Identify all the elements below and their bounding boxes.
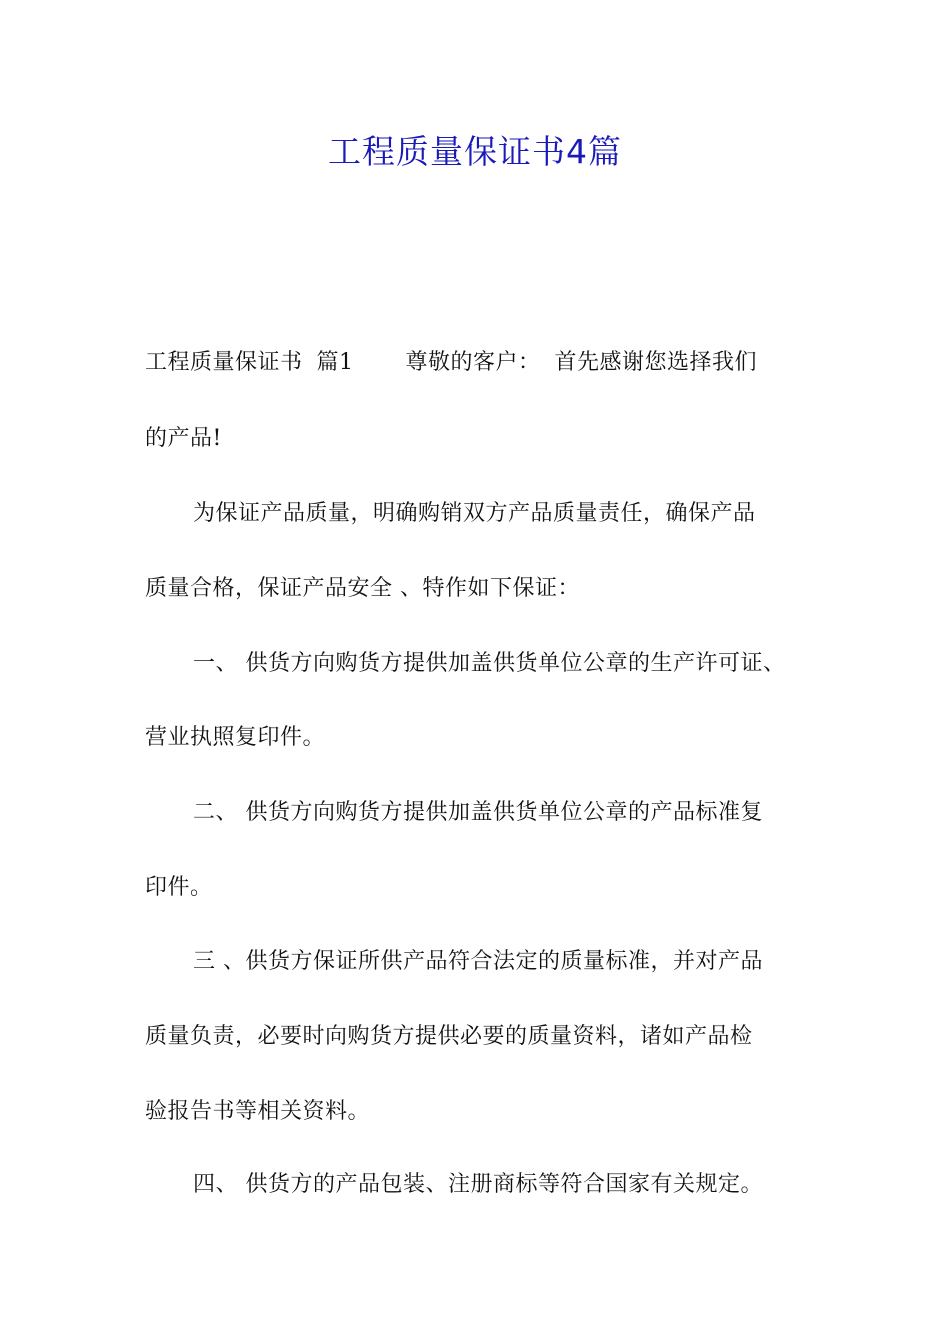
body-line-1 bbox=[145, 345, 757, 376]
opening-sentence: 首先感谢您选择我们 bbox=[554, 350, 758, 375]
body-line-5: 一、 供货方向购货方提供加盖供货单位公章的生产许可证、 bbox=[193, 651, 786, 676]
body-line-3: 为保证产品质量，明确购销双方产品质量责任，确保产品 bbox=[193, 501, 756, 526]
body-line-10: 质量负责，必要时向购货方提供必要的质量资料，诸如产品检 bbox=[145, 1024, 753, 1049]
section-number: 篇1 bbox=[316, 350, 354, 375]
heading-label: 工程质量保证书 bbox=[145, 350, 303, 375]
body-line-8: 印件。 bbox=[145, 875, 213, 900]
body-line-9: 三 、供货方保证所供产品符合法定的质量标准，并对产品 bbox=[193, 949, 763, 974]
salutation: 尊敬的客户： bbox=[405, 350, 541, 375]
body-line-6: 营业执照复印件。 bbox=[145, 725, 326, 750]
body-line-7: 二、 供货方向购货方提供加盖供货单位公章的产品标准复 bbox=[193, 800, 763, 825]
document-title: 工程质量保证书4篇 bbox=[328, 132, 622, 171]
body-line-4: 质量合格，保证产品安全 、特作如下保证： bbox=[145, 576, 580, 601]
body-line-12: 四、 供货方的产品包装、注册商标等符合国家有关规定。 bbox=[193, 1172, 763, 1197]
body-line-2: 的产品! bbox=[145, 426, 222, 451]
body-line-11: 验报告书等相关资料。 bbox=[145, 1099, 371, 1124]
